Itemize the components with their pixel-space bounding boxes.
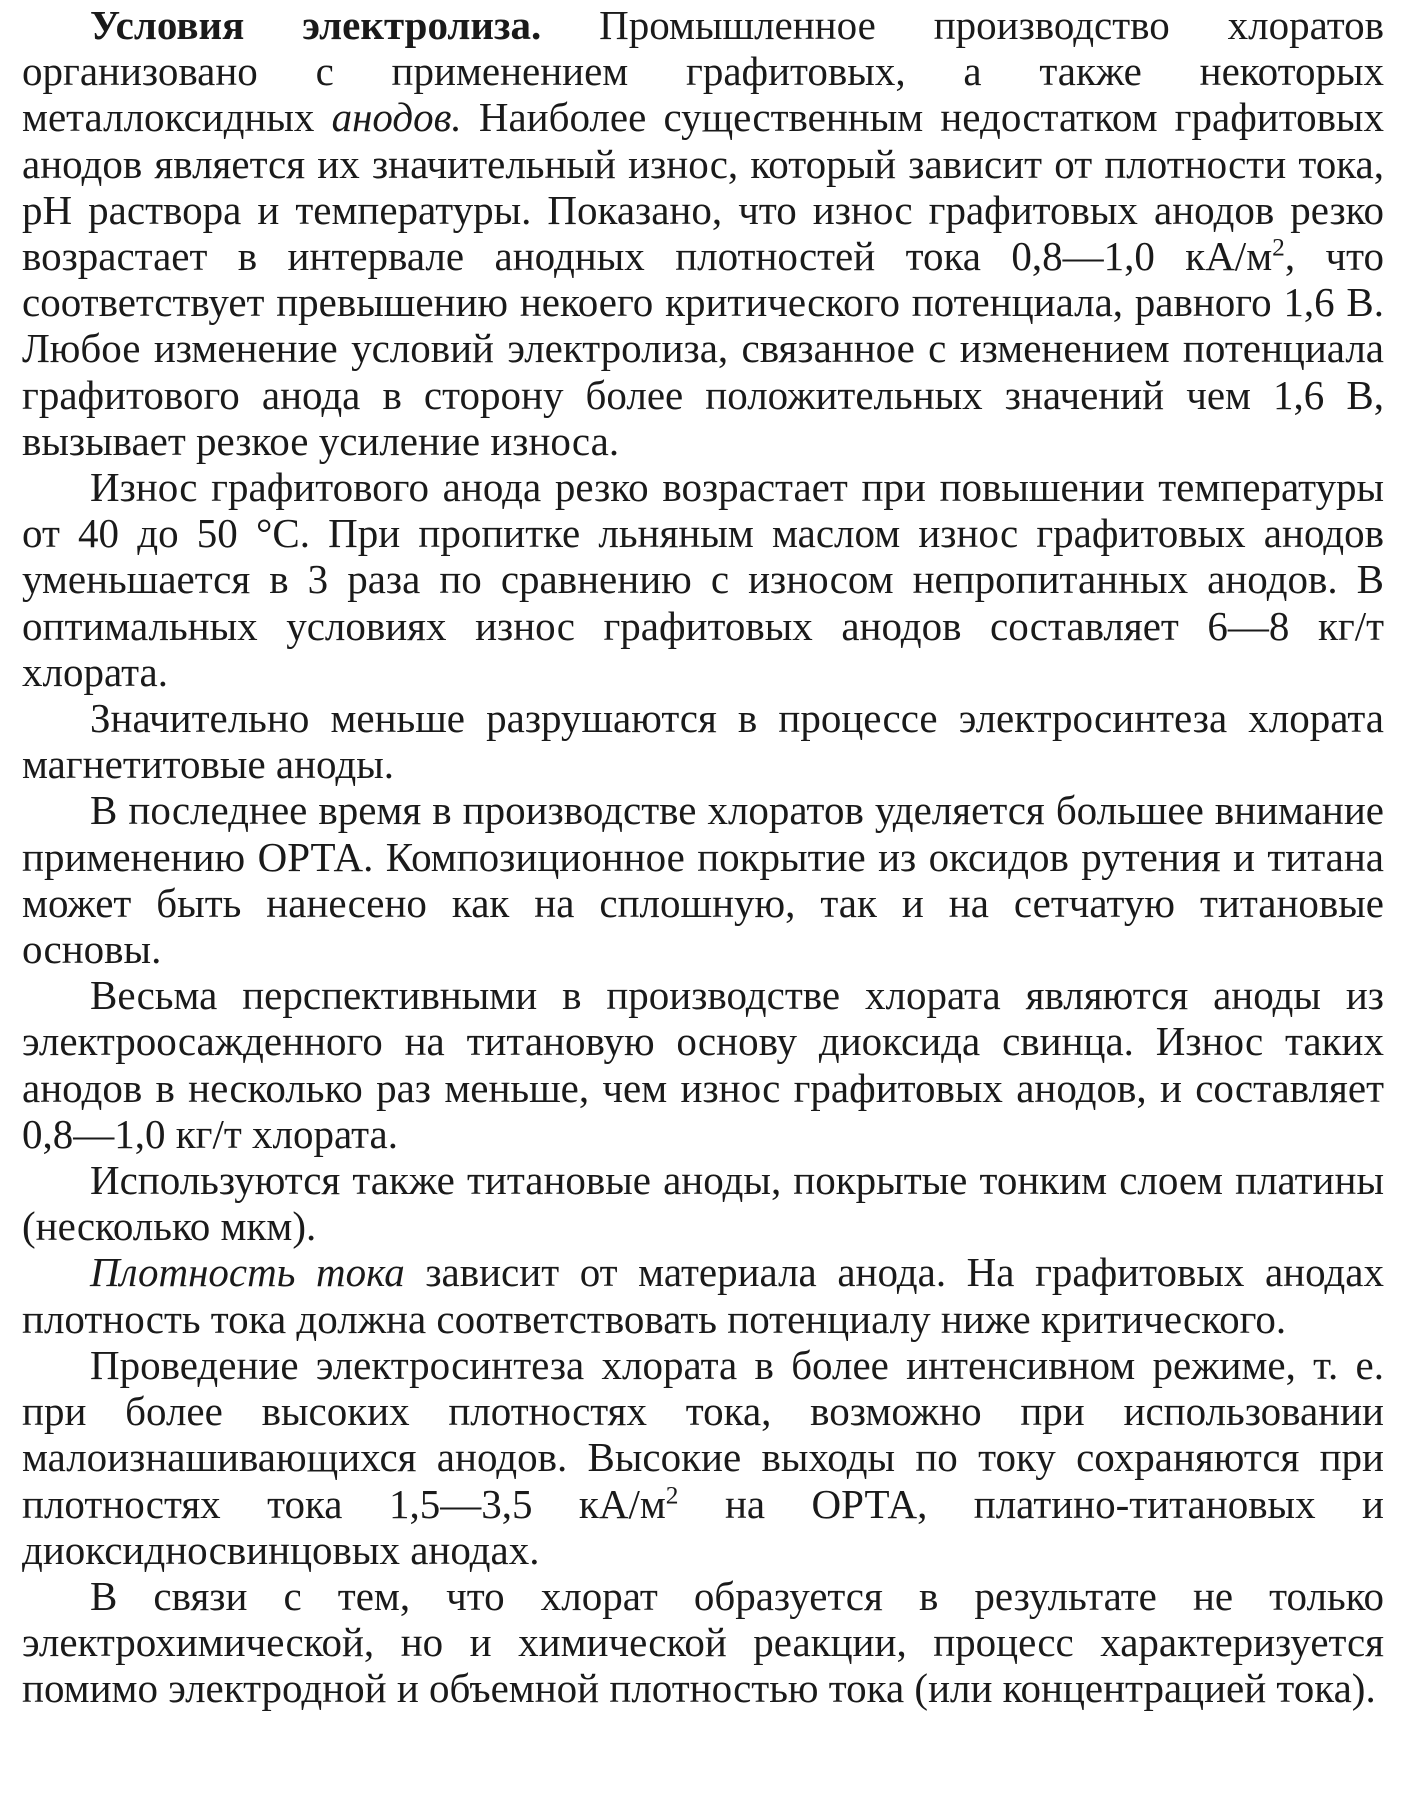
section-heading: Условия электролиза. (90, 2, 542, 48)
italic-term-current-density: Плотность тока (90, 1249, 405, 1296)
paragraph-text: Наиболее существенным недостатком графитовых анодов является их значительный износ, который зависит от плотности тока, pH раствора и температуры. Показано, что износ графитовых анодов резко возрастает в интервале анодных плотностей тока 0,8—1,0 кА/м (22, 94, 1384, 280)
paragraph-lead-dioxide: Весьма перспективными в производстве хлората являются аноды из электроосажденного на титановую основу диоксида свинца. Износ таких анодов в несколько раз меньше, чем износ графитовых анодов, и составляет 0,8—1,0 кг/т хлората. (22, 972, 1384, 1157)
paragraph-intensive-mode (22, 1342, 1384, 1573)
paragraph-text: Промышленное производство хлоратов организовано с применением графитовых, а также некоторых металлоксидных (22, 2, 1385, 141)
italic-term-anodes: анодов. (331, 94, 462, 141)
paragraph-electrolysis-conditions (22, 2, 1384, 464)
paragraph-magnetite-anodes: Значительно меньше разрушаются в процессе электросинтеза хлората магнетитовые аноды. (22, 695, 1384, 788)
paragraph-graphite-wear: Износ графитового анода резко возрастает при повышении температуры от 40 до 50 °С. При пропитке льняным маслом износ графитовых анодов уменьшается в 3 раза по сравнению с износом непропитанных анодов. В оптимальных условиях износ графитовых анодов составляет 6—8 кг/т хлората. (22, 464, 1384, 695)
document-page (22, 2, 1384, 1712)
paragraph-current-density (22, 1249, 1384, 1341)
superscript: 2 (665, 1480, 679, 1509)
superscript: 2 (1272, 233, 1285, 262)
paragraph-text: на ОРТА, платино-титановых и диоксидносвинцовых анодах. (22, 1480, 1384, 1573)
paragraph-text: , что соответствует превышению некоего критического потенциала, равного 1,6 В. Любое изменение условий электролиза, связанное с изменением потенциала графитового анода в сторону более положительных значений чем 1,6 В, вызывает резкое усиление износа. (22, 233, 1384, 464)
paragraph-text: Проведение электросинтеза хлората в более интенсивном режиме, т. е. при более высоких плотностях тока, возможно при использовании малоизнашивающихся анодов. Высокие выходы по току сохраняются при плотностях тока 1,5—3,5 кА/м (22, 1341, 1384, 1527)
paragraph-volume-density: В связи с тем, что хлорат образуется в результате не только электрохимической, но и химической реакции, процесс характеризуется помимо электродной и объемной плотностью тока (или концентрацией тока). (22, 1572, 1384, 1712)
paragraph-orta: В последнее время в производстве хлоратов уделяется большее внимание применению ОРТА. Композиционное покрытие из оксидов рутения и титана может быть нанесено как на сплошную, так и на сетчатую титановые основы. (22, 787, 1384, 973)
paragraph-platinum-anodes: Используются также титановые аноды, покрытые тонким слоем платины (несколько мкм). (22, 1157, 1384, 1250)
paragraph-text: зависит от материала анода. На графитовых анодах плотность тока должна соответствовать потенциалу ниже критического. (22, 1249, 1384, 1342)
